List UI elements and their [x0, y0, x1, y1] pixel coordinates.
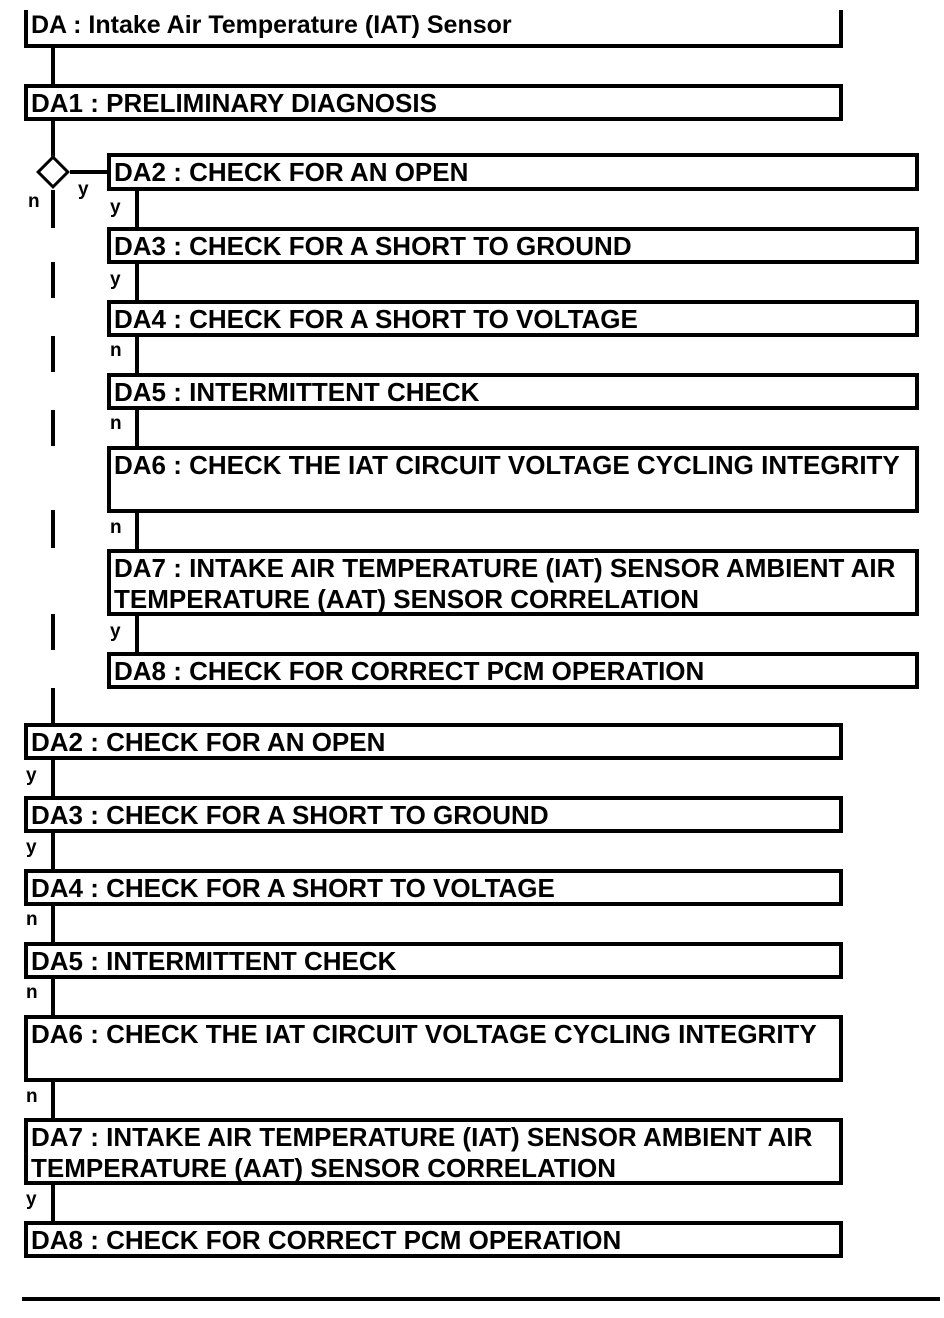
connector-label: y: [26, 765, 37, 786]
bottom-rule: [22, 1297, 940, 1301]
no-step-da6: DA6 : CHECK THE IAT CIRCUIT VOLTAGE CYCLING INTEGRITY: [24, 1015, 843, 1082]
connector-label: n: [110, 517, 122, 538]
connector-label: n: [110, 340, 122, 361]
yes-step-da8: DA8 : CHECK FOR CORRECT PCM OPERATION: [107, 652, 919, 689]
connector-line: [51, 760, 55, 796]
yes-step-da4: DA4 : CHECK FOR A SHORT TO VOLTAGE: [107, 300, 919, 337]
yes-step-da7: DA7 : INTAKE AIR TEMPERATURE (IAT) SENSOR AMBIENT AIR TEMPERATURE (AAT) SENSOR CORRELATION: [107, 549, 919, 616]
connector-line: [135, 616, 139, 652]
connector-line: [135, 264, 139, 300]
no-path-dash: [51, 410, 55, 446]
connector-label: n: [26, 982, 38, 1003]
yes-branch-line: [70, 170, 110, 174]
connector-line: [51, 979, 55, 1015]
no-path-dash: [51, 262, 55, 298]
no-step-da7: DA7 : INTAKE AIR TEMPERATURE (IAT) SENSOR AMBIENT AIR TEMPERATURE (AAT) SENSOR CORRELATION: [24, 1118, 843, 1185]
no-path-dash: [51, 688, 55, 724]
connector-line: [51, 48, 55, 84]
step-da1: DA1 : PRELIMINARY DIAGNOSIS: [24, 84, 843, 121]
decision-diamond: [36, 155, 70, 189]
connector-line: [51, 1185, 55, 1221]
connector-label: y: [26, 837, 37, 858]
no-step-da3: DA3 : CHECK FOR A SHORT TO GROUND: [24, 796, 843, 833]
decision-no-label: n: [28, 191, 40, 212]
no-path-dash: [51, 614, 55, 650]
connector-line: [51, 1082, 55, 1118]
decision-yes-label: y: [78, 179, 89, 200]
no-step-da4: DA4 : CHECK FOR A SHORT TO VOLTAGE: [24, 869, 843, 906]
diagram-title: DA : Intake Air Temperature (IAT) Sensor: [24, 10, 843, 48]
connector-line: [51, 121, 55, 159]
no-path-dash: [51, 190, 55, 228]
connector-label: n: [26, 909, 38, 930]
connector-line: [135, 410, 139, 446]
connector-line: [135, 513, 139, 549]
connector-line: [51, 906, 55, 942]
no-step-da2: DA2 : CHECK FOR AN OPEN: [24, 723, 843, 760]
no-step-da5: DA5 : INTERMITTENT CHECK: [24, 942, 843, 979]
no-path-dash: [51, 510, 55, 548]
connector-label: n: [26, 1086, 38, 1107]
connector-label: y: [110, 269, 121, 290]
connector-label: y: [110, 621, 121, 642]
yes-step-da2: DA2 : CHECK FOR AN OPEN: [107, 153, 919, 191]
yes-step-da5: DA5 : INTERMITTENT CHECK: [107, 373, 919, 410]
yes-step-da6: DA6 : CHECK THE IAT CIRCUIT VOLTAGE CYCLING INTEGRITY: [107, 446, 919, 513]
connector-line: [135, 191, 139, 227]
connector-line: [135, 337, 139, 373]
connector-line: [51, 833, 55, 869]
connector-label: y: [26, 1189, 37, 1210]
connector-label: y: [110, 197, 121, 218]
connector-label: n: [110, 413, 122, 434]
yes-step-da3: DA3 : CHECK FOR A SHORT TO GROUND: [107, 227, 919, 264]
no-path-dash: [51, 336, 55, 372]
no-step-da8: DA8 : CHECK FOR CORRECT PCM OPERATION: [24, 1221, 843, 1258]
